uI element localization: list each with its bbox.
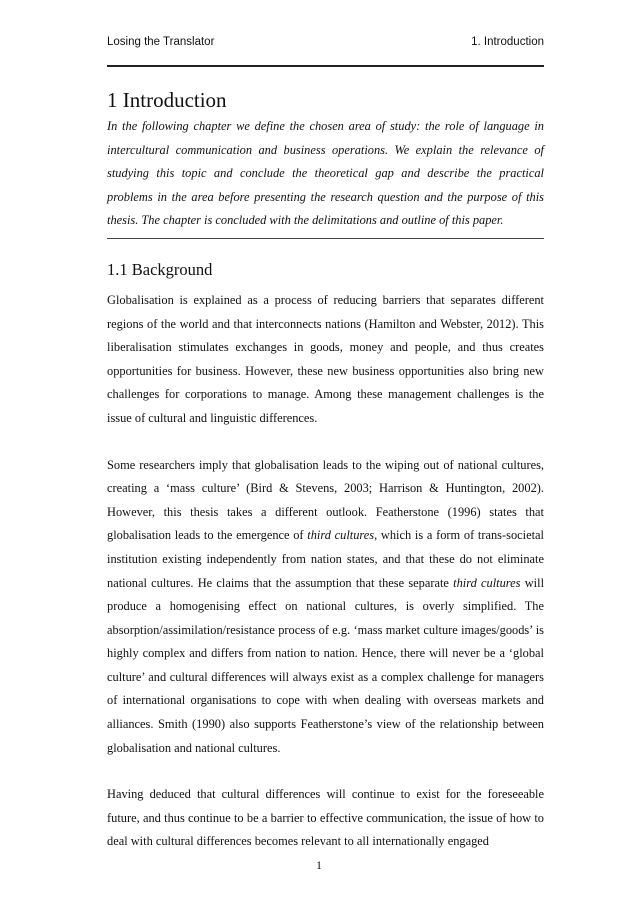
header-divider (107, 65, 544, 67)
paragraph-third-cultures (107, 454, 544, 761)
header-chapter-title: 1. Introduction (471, 36, 544, 48)
header-document-title: Losing the Translator (107, 36, 215, 48)
emphasis-third-cultures: third cultures (307, 528, 375, 543)
section-heading: 1.1 Background (107, 259, 213, 279)
paragraph-text: Some researchers imply that globalisation leads to the wiping out of national cultures, creating a ‘mass culture’ (Bird & Stevens, 2003; Harrison & Huntington, 2002). However, this thesis takes a different outlook. Featherstone (1996) states that globalisation leads to the emergence of (107, 457, 544, 543)
paragraph-text: , which is a form of trans-societal institution existing independently from nation states, and that these do not eliminate national cultures. He claims that the assumption that these separate (107, 528, 544, 590)
chapter-heading: 1 Introduction (107, 88, 227, 112)
intro-divider (107, 238, 544, 239)
page-body (107, 88, 544, 854)
page-number: 1 (316, 858, 322, 872)
chapter-intro: In the following chapter we define the chosen area of study: the role of language in intercultural communication and business operations. We explain the relevance of studying this topic and conclude the theoretical gap and describe the practical problems in the area before presenting the research question and the purpose of this thesis. The chapter is concluded with the delimitations and outline of this paper. (107, 119, 544, 228)
emphasis-third-cultures: third cultures (453, 575, 521, 590)
paragraph-text: will produce a homogenising effect on national cultures, is overly simplified. The absorption/assimilation/resistance process of e.g. ‘mass market culture images/goods’ is highly complex and differs from nation to nation. Hence, there will never be a ‘global culture’ and cultural differences will always exist as a complex challenge for managers of international organisations to cope with when dealing with overseas markets and alliances. Smith (1990) also supports Featherstone’s view of the relationship between globalisation and national cultures. (107, 575, 545, 755)
paragraph-cultural-differences: Having deduced that cultural differences will continue to exist for the foreseeable future, and thus continue to be a barrier to effective communication, the issue of how to deal with cultural differences becomes relevant to all internationally engaged (107, 787, 544, 849)
paragraph-globalisation: Globalisation is explained as a process of reducing barriers that separates different regions of the world and that interconnects nations (Hamilton and Webster, 2012). This liberalisation stimulates exchanges in goods, money and people, and thus creates opportunities for business. However, these new business opportunities also bring new challenges for corporations to manage. Among these management challenges is the issue of cultural and linguistic differences. (107, 292, 544, 425)
running-header (107, 36, 544, 56)
